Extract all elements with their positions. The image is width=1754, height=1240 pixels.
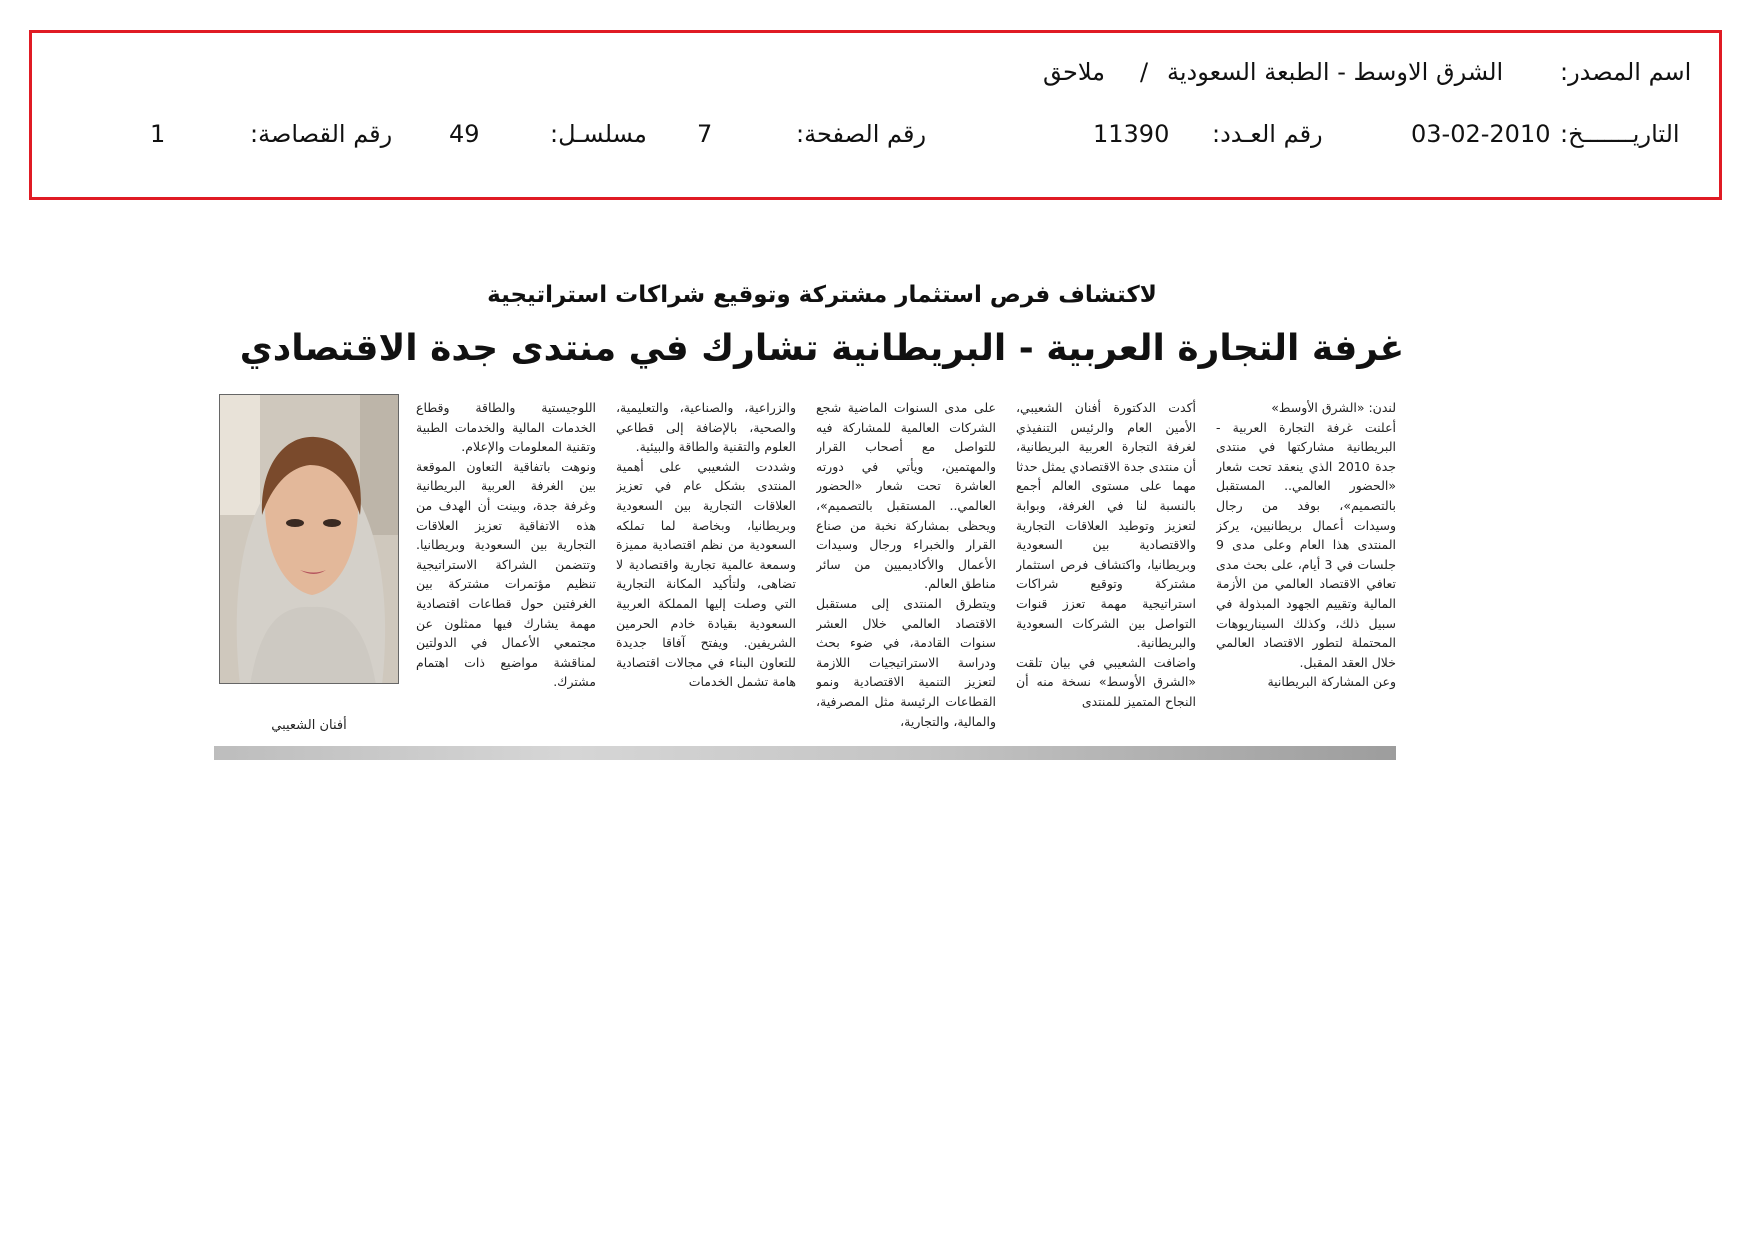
date-value: 03-02-2010 [1411, 120, 1551, 148]
column-text: أكدت الدكتورة أفنان الشعيبي، الأمين العام والرئيس التنفيذي لغرفة التجارة العربية البريطانية، أن منتدى جدة الاقتصادي يمثل حدثا مهما على مستوى العالم أجمع بالنسبة لنا في الغرفة، وبوابة لتعزيز وتوطيد العلاقات التجارية والاقتصادية بين السعودية وبريطانيا، واكتشاف فرص استثمار مشتركة وتوقيع شراكات استراتيجية مهمة تعزز قنوات التواصل بين الشركات السعودية والبريطانية. واضافت الشعيبي في بيان تلقت «الشرق الأوسط» نسخة منه أن النجاح المتميز للمنتدى [1016, 400, 1196, 709]
issue-label: رقم العـدد: [1212, 120, 1323, 148]
article-column-3 [816, 398, 996, 734]
date-label: التاريـــــــخ: [1560, 120, 1680, 148]
metadata-header-box [29, 30, 1722, 200]
source-separator: / [1140, 58, 1149, 86]
article-kicker: لاكتشاف فرص استثمار مشتركة وتوقيع شراكات استراتيجية [487, 282, 1157, 308]
clipping-bottom-bar [214, 746, 1396, 760]
page-label: رقم الصفحة: [796, 120, 927, 148]
portrait-photo [219, 394, 399, 684]
source-label: اسم المصدر: [1560, 58, 1692, 86]
photo-caption: أفنان الشعيبي [271, 718, 347, 733]
column-text: والزراعية، والصناعية، والتعليمية، والصحية، بالإضافة إلى قطاعي العلوم والتقنية والطاقة والبيئية. وشددت الشعيبي على أهمية المنتدى بشكل عام في تعزيز العلاقات التجارية بين السعودية وبريطانيا، وبخاصة لما تملكه السعودية من نظم اقتصادية مميزة وسمعة عالمية تجارية واقتصادية لا تضاهى، ولتأكيد المكانة التجارية التي وصلت إليها المملكة العربية السعودية بقيادة خادم الحرمين الشريفين. ويفتح آفاقا جديدة للتعاون البناء في مجالات اقتصادية هامة تشمل الخدمات [616, 400, 796, 690]
newspaper-clipping [214, 268, 1430, 764]
article-column-1 [1216, 398, 1396, 734]
serial-value: 49 [449, 120, 480, 148]
portrait-image [220, 395, 399, 684]
article-column-4 [616, 398, 796, 734]
page-value: 7 [697, 120, 713, 148]
section-value: ملاحق [1043, 58, 1106, 86]
source-value: الشرق الاوسط - الطبعة السعودية [1167, 58, 1504, 86]
clipping-label: رقم القصاصة: [250, 120, 393, 148]
issue-value: 11390 [1093, 120, 1170, 148]
column-text: لندن: «الشرق الأوسط» أعلنت غرفة التجارة العربية - البريطانية مشاركتها في منتدى جدة 2010 الذي ينعقد تحت شعار «الحضور العالمي.. المستقبل بالتصميم»، بوفد من رجال وسيدات أعمال بريطانيين، يركز المنتدى هذا العام وعلى مدى 9 جلسات في 3 أيام، على بحث مدى تعافي الاقتصاد العالمي من الأزمة المالية وتقييم الجهود المبذولة في سبيل ذلك، وكذلك السيناريوهات المحتملة لتطور الاقتصاد العالمي خلال العقد المقبل. وعن المشاركة البريطانية [1216, 400, 1396, 690]
article-headline: غرفة التجارة العربية - البريطانية تشارك في منتدى جدة الاقتصادي [239, 328, 1405, 369]
article-column-5 [416, 398, 596, 734]
column-text: على مدى السنوات الماضية شجع الشركات العالمية للمشاركة فيه للتواصل مع أصحاب القرار والمهتمين، ويأتي في دورته العاشرة تحت شعار «الحضور العالمي.. المستقبل بالتصميم»، ويحظى بمشاركة نخبة من صناع القرار والخبراء ورجال وسيدات الأعمال والأكاديميين من سائر مناطق العالم. ويتطرق المنتدى إلى مستقبل الاقتصاد العالمي خلال العشر سنوات القادمة، في ضوء بحث ودراسة الاستراتيجيات اللازمة لتعزيز التنمية الاقتصادية ونمو القطاعات الرئيسة مثل المصرفية، والمالية، والتجارية، [816, 400, 996, 729]
clipping-value: 1 [150, 120, 166, 148]
serial-label: مسلسـل: [550, 120, 647, 148]
article-column-2 [1016, 398, 1196, 734]
column-text: اللوجيستية والطاقة وقطاع الخدمات المالية والخدمات الطبية وتقنية المعلومات والإعلام. ونوهت باتفاقية التعاون الموقعة بين الغرفة العربية البريطانية وغرفة جدة، وبينت أن الهدف من هذه الاتفاقية تعزيز العلاقات التجارية بين السعودية وبريطانيا. وتتضمن الشراكة الاستراتيجية تنظيم مؤتمرات مشتركة بين الغرفتين حول قطاعات اقتصادية مهمة يشارك فيها ممثلون عن مجتمعي الأعمال في الدولتين لمناقشة مواضيع ذات اهتمام مشترك. [416, 400, 596, 690]
